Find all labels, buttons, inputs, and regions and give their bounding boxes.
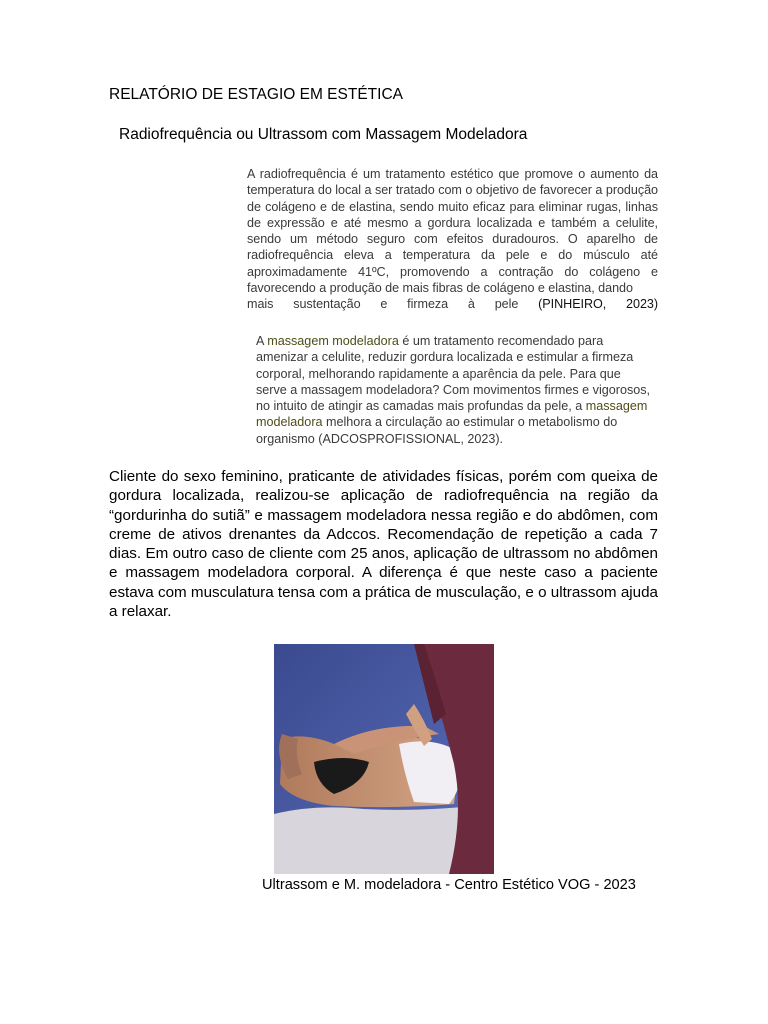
treatment-photo xyxy=(274,644,494,874)
highlight-massagem-modeladora-2: massagem modeladora xyxy=(256,399,648,430)
case-description-paragraph: Cliente do sexo feminino, praticante de atividades físicas, porém com queixa de gordura localizada, realizou-se aplicação de radiofrequência na região da “gordurinha do sutiã” e massagem modeladora nessa região e do abdômen, com creme de ativos drenantes da Adccos. Recomendação de repetição a cada 7 dias. Em outro caso de cliente com 25 anos, aplicação de ultrassom no abdômen e massagem modeladora corporal. A diferença é que neste caso a paciente estava com musculatura tensa com a prática de musculação, e o ultrassom ajuda a relaxar. xyxy=(109,468,658,621)
citation-pinheiro: (PINHEIRO, 2023) xyxy=(538,297,659,312)
quote-massage-part1: A xyxy=(256,334,268,348)
document-subtitle: Radiofrequência ou Ultrassom com Massagem Modeladora xyxy=(119,126,528,143)
quote-massage xyxy=(256,333,651,447)
quote-radiofrequency-last-line xyxy=(247,296,658,312)
photo-caption: Ultrassom e M. modeladora - Centro Estético VOG - 2023 xyxy=(262,877,636,893)
highlight-massagem-modeladora-1: massagem modeladora xyxy=(267,334,399,348)
quote-massage-part2: é um tratamento recomendado para amenizar a celulite, reduzir gordura localizada e estimular a firmeza corporal, melhorando rapidamente a aparência da pele. Para que serve a massagem modeladora? Com movimentos firmes e vigorosos, no intuito de atingir as camadas mais profundas da pele, a xyxy=(256,334,651,414)
quote-radiofrequency-text: A radiofrequência é um tratamento estético que promove o aumento da temperatura do local a ser tratado com o objetivo de favorecer a produção de colágeno e de elastina, sendo muito eficaz para eliminar rugas, linhas de expressão e até mesmo a gordura localizada e também a celulite, sendo um método seguro com efeitos duradouros. O aparelho de radiofrequência eleva a temperatura da pele e do músculo até aproximadamente 41ºC, promovendo a contração do colágeno e favorecendo a produção de mais fibras de colágeno e elastina, dando xyxy=(247,167,658,296)
quote-radiofrequency-last-text: mais sustentação e firmeza à pele xyxy=(247,297,519,312)
quote-massage-part3: melhora a circulação ao estimular o metabolismo do organismo (ADCOSPROFISSIONAL, 2023). xyxy=(256,415,618,446)
document-title: RELATÓRIO DE ESTAGIO EM ESTÉTICA xyxy=(109,86,403,103)
quote-radiofrequency xyxy=(247,166,658,313)
